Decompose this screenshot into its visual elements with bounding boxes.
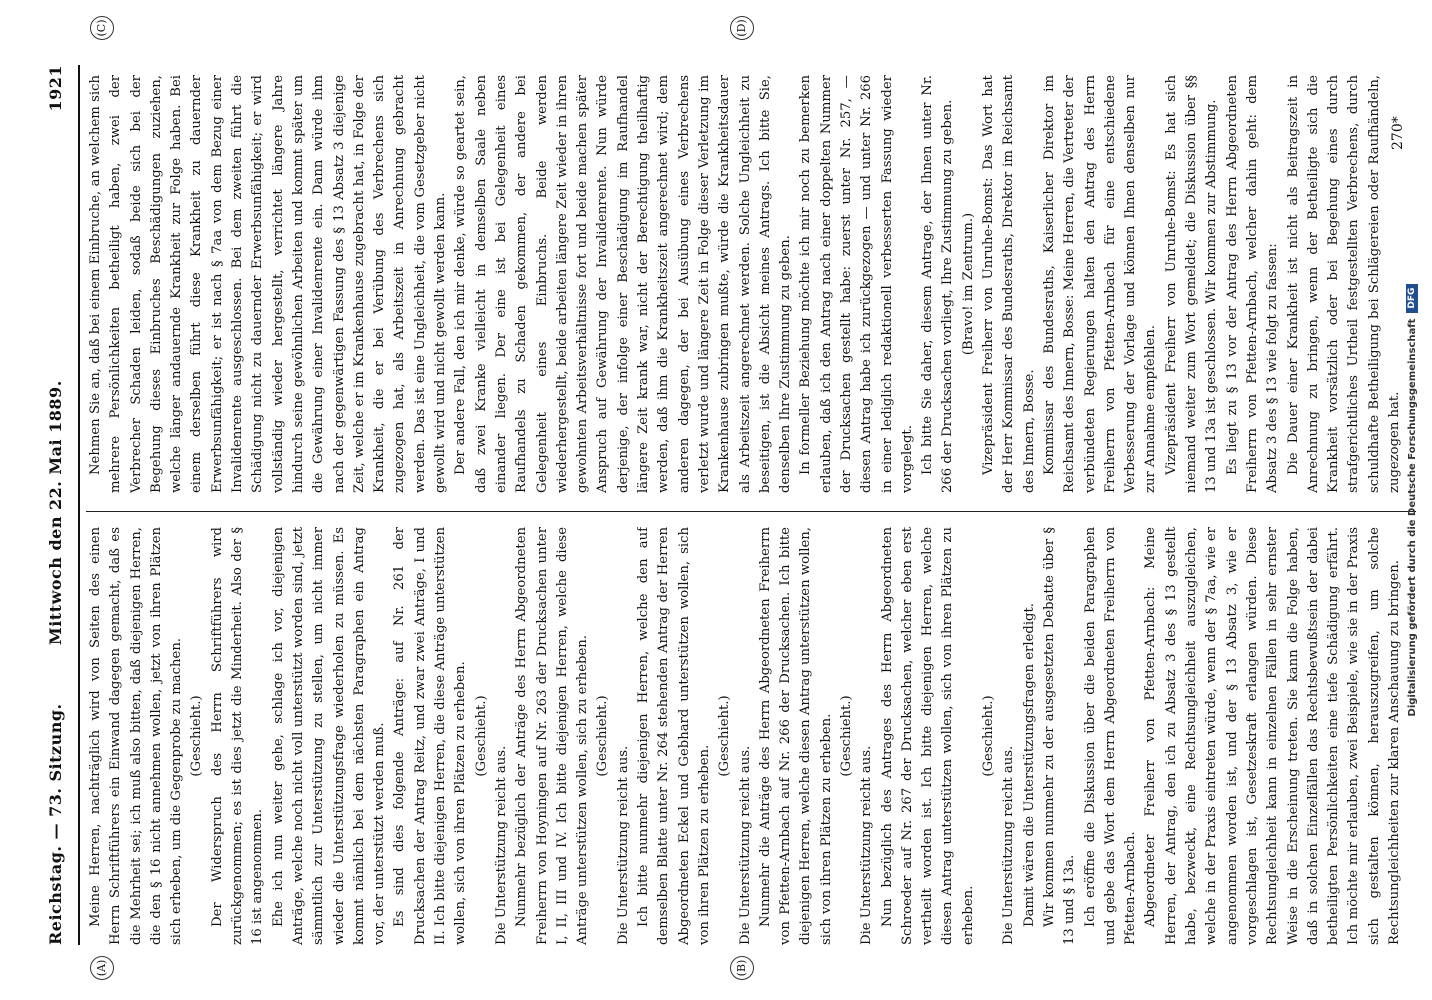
- stage-direction: (Geschieht.): [981, 695, 997, 777]
- paragraph: Wir kommen nunmehr zu der ausgesetzten Debatte über § 13 und § 13a.: [1041, 527, 1078, 945]
- margin-marker-d: (D): [730, 16, 754, 40]
- paragraph: Ich eröffne die Diskussion über die beiden Paragraphen und gebe das Wort dem Herrn Abgeordneten Freiherrn von Pfetten-Arnbach.: [1082, 527, 1139, 945]
- stage-direction: (Geschieht.): [473, 695, 489, 777]
- margin-marker-a: (A): [90, 956, 114, 980]
- page-number: 1921: [46, 65, 65, 112]
- digitization-credit: [1400, 0, 1424, 1000]
- paragraph: Es sind dies folgende Anträge: auf Nr. 261 der Drucksachen der Antrag Reitz, und zwar zwei Anträge, I und II. Ich bitte diejenigen Herren, die diese Anträge unterstützen wollen, sich von ihren Plätzen zu erheben.: [392, 527, 469, 945]
- column-divider: [86, 511, 1416, 512]
- header-rule: [78, 65, 80, 945]
- dfg-logo: DFG: [1406, 284, 1418, 313]
- paragraph: Kommissar des Bundesraths, Kaiserlicher Direktor im Reichsamt des Innern, Bosse: Meine Herren, die Vertreter der verbündeten Regierungen halten den Antrag des Herrn Freiherrn von Pfetten-Arnbach für eine entschiedene Verbesserung der Vorlage und können Ihnen denselben nur zur Annahme empfehlen.: [1041, 75, 1159, 493]
- paragraph: Die Unterstützung reicht aus.: [859, 745, 875, 945]
- stage-direction: (Geschieht.): [189, 695, 205, 777]
- paragraph: Die Dauer einer Krankheit ist nicht als Beitragszeit in Anrechnung zu bringen, wenn der Betheiligte sich die Krankheit vorsätzlich oder bei Begehung eines durch strafgerichtliches Urtheil festgestellten Verbrechens, durch schuldhafte Betheiligung bei Schlägereien oder Raufhändeln, zugezogen hat.: [1285, 75, 1402, 493]
- right-text-column: [86, 75, 1416, 493]
- stage-direction: (Geschieht.): [595, 695, 611, 777]
- paragraph: Ich bitte Sie daher, diesem Antrage, der Ihnen unter Nr. 266 der Drucksachen vorliegt, Ihre Zustimmung zu geben.: [920, 75, 956, 493]
- margin-marker-b: (B): [730, 956, 754, 980]
- stage-direction: (Bravo! im Zentrum.): [960, 212, 976, 356]
- paragraph: Die Unterstützung reicht aus.: [737, 745, 753, 945]
- paragraph: Ehe ich nun weiter gehe, schlage ich vor, diejenigen Anträge, welche noch nicht voll unterstützt worden sind, jetzt sämmtlich zur Unterstützung zu stellen, um nicht immer wieder die Unterstützungsfrage wiederholen zu müssen. Es kommt nämlich bei dem nächsten Paragraphen ein Antrag vor, der unterstützt werden muß.: [270, 527, 388, 945]
- paragraph: Ich bitte nunmehr diejenigen Herren, welche den auf demselben Blatte unter Nr. 264 stehenden Antrag der Herren Abgeordneten Eckel und Gebhard unterstützen wollen, sich von ihren Plätzen zu erheben.: [636, 527, 712, 945]
- paragraph: Damit wären die Unterstützungsfragen erledigt.: [1021, 603, 1037, 927]
- paragraph: Abgeordneter Freiherr von Pfetten-Arnbach: Meine Herren, der Antrag, den ich zu Absatz 3 des § 13 gestellt habe, bezweckt, eine Rechtsungleichheit auszugleichen, welche in der Praxis eintreten würde, wenn der § 7aa, wie er angenommen worden ist, und der § 13 Absatz 3, wie er vorgeschlagen ist, Gesetzeskraft erlangen würden. Diese Rechtsungleichheit kann in einzelnen Fällen in sehr ernster Weise in die Erscheinung treten. Sie kann die Folge haben, daß in solchen Einzelfällen das Rechtsbewußtsein der dabei betheiligten Persönlichkeiten eine tiefe Schädigung erfährt. Ich möchte mir erlauben, zwei Beispiele, wie sie in der Praxis sich gestalten können, herauszugreifen, um solche Rechtsungleichheiten zur klaren Anschauung zu bringen.: [1143, 527, 1402, 945]
- paragraph: Nehmen Sie an, daß bei einem Einbruche, an welchem sich mehrere Persönlichkeiten betheiligt haben, zwei der Verbrecher Schaden leiden, sodaß beide sich bei der Begehung dieses Einbruches Beschädigungen zuziehen, welche länger andauernde Krankheit zur Folge haben. Bei einem derselben führt diese Krankheit zu dauernder Erwerbsunfähigkeit; er ist nach § 7aa von dem Bezug einer Invalidenrente ausgeschlossen. Bei dem zweiten führt die Schädigung nicht zu dauernder Erwerbsunfähigkeit; er wird vollständig wieder hergestellt, verrichtet längere Jahre hindurch seine gewöhnlichen Arbeiten und kommt später um die Gewährung einer Invalidenrente ein. Dann würde ihm nach der gegenwärtigen Fassung des § 13 Absatz 3 diejenige Zeit, welche er im Krankenhause zugebracht hat, in Folge der Krankheit, die er bei Verübung des Verbrechens sich zugezogen hat, als Arbeitszeit in Anrechnung gebracht werden. Das ist eine Ungleichheit, die vom Gesetzgeber nicht gewollt wird und nicht gewollt werden kann.: [88, 75, 449, 493]
- paragraph: Der Widerspruch des Herrn Schriftführers wird zurückgenommen; es ist dies jetzt die Minderheit. Also der § 16 ist angenommen.: [209, 527, 266, 945]
- digitization-text: Digitalisierung gefördert durch die Deutsche Forschungsgemeinschaft: [1406, 318, 1418, 717]
- stage-direction: (Geschieht.): [838, 695, 854, 777]
- paragraph: In formeller Beziehung möchte ich mir noch zu bemerken erlauben, daß ich den Antrag nach einer doppelten Nummer der Drucksachen gestellt habe: zuerst unter Nr. 257, — diesen Antrag habe ich zurückgezogen — und unter Nr. 266 in einer lediglich redaktionell verbesserten Fassung wieder vorgelegt.: [798, 75, 915, 493]
- paragraph: Die Unterstützung reicht aus.: [615, 745, 631, 945]
- paragraph: Der andere Fall, den ich mir denke, würde so geartet sein, daß zwei Kranke vielleicht in demselben Saale neben einander liegen. Der eine ist bei Gelegenheit eines Raufhandels zu Schaden gekommen, der andere bei Gelegenheit eines Einbruchs. Beide werden wiederhergestellt, beide arbeiten längere Zeit wieder in ihren gewohnten Arbeitsverhältnisse fort und beide machen später Anspruch auf Gewährung der Invalidenrente. Nun würde derjenige, der infolge einer Beschädigung im Raufhandel längere Zeit krank war, nicht der Berechtigung theilhaftig werden, daß ihm die Krankheitszeit angerechnet wird; dem anderen dagegen, der bei Ausübung eines Verbrechens verletzt wurde und längere Zeit in Folge dieser Verletzung im Krankenhause zubringen mußte, würde die Krankheitsdauer als Arbeitszeit angerechnet werden. Solche Ungleichheit zu beseitigen, ist die Absicht meines Antrags. Ich bitte Sie, denselben Ihre Zustimmung zu geben.: [453, 75, 794, 493]
- header-left: Reichstag. — 73. Sitzung.: [46, 703, 65, 945]
- margin-marker-c: (C): [90, 16, 114, 40]
- stage-direction: (Geschieht.): [717, 695, 733, 777]
- paragraph: Meine Herren, nachträglich wird von Seiten des einen Herrn Schriftführers ein Einwand dagegen gemacht, daß es die Mehrheit sei; ich muß also bitten, daß diejenigen Herren, die den § 16 nicht annehmen wollen, jetzt von ihren Plätzen sich erheben, um die Gegenprobe zu machen.: [88, 527, 185, 945]
- paragraph: Vizepräsident Freiherr von Unruhe-Bomst: Es hat sich niemand weiter zum Wort gemeldet; die Diskussion über §§ 13 und 13a ist geschlossen. Wir kommen zur Abstimmung.: [1163, 75, 1220, 493]
- paragraph: Die Unterstützung reicht aus.: [1001, 745, 1017, 945]
- page-header: [40, 65, 74, 945]
- paragraph: Es liegt zu § 13 vor der Antrag des Herrn Abgeordneten Freiherrn von Pfetten-Arnbach, welcher dahin geht: dem Absatz 3 des § 13 wie folgt zu fassen:: [1224, 75, 1281, 493]
- sheet-number: 270*: [1390, 116, 1406, 150]
- paragraph: Nunmehr bezüglich der Anträge des Herrn Abgeordneten Freiherrn von Hoyningen auf Nr. 263 der Drucksachen unter I, II, III und IV. Ich bitte diejenigen Herren, welche diese Anträge unterstützen wollen, sich zu erheben.: [514, 527, 591, 945]
- paragraph: Nunmehr die Anträge des Herrn Abgeordneten Freiherrn von Pfetten-Arnbach auf Nr. 266 der Drucksachen. Ich bitte diejenigen Herren, welche diesen Antrag unterstützen wollen, sich von ihren Plätzen zu erheben.: [757, 527, 834, 945]
- paragraph: Vizepräsident Freiherr von Unruhe-Bomst: Das Wort hat der Herr Kommissar des Bundesraths, Direktor im Reichsamt des Innern, Bosse.: [981, 75, 1037, 493]
- paragraph: Nun bezüglich des Antrages des Herrn Abgeordneten Schroeder auf Nr. 267 der Drucksachen, welcher eben erst vertheilt worden ist. Ich bitte diejenigen Herren, welche diesen Antrag unterstützen wollen, sich von ihren Plätzen zu erheben.: [879, 527, 976, 945]
- paragraph: Die Unterstützung reicht aus.: [493, 745, 509, 945]
- left-text-column: [86, 527, 1416, 945]
- header-date: Mittwoch den 22. Mai 1889.: [46, 380, 65, 645]
